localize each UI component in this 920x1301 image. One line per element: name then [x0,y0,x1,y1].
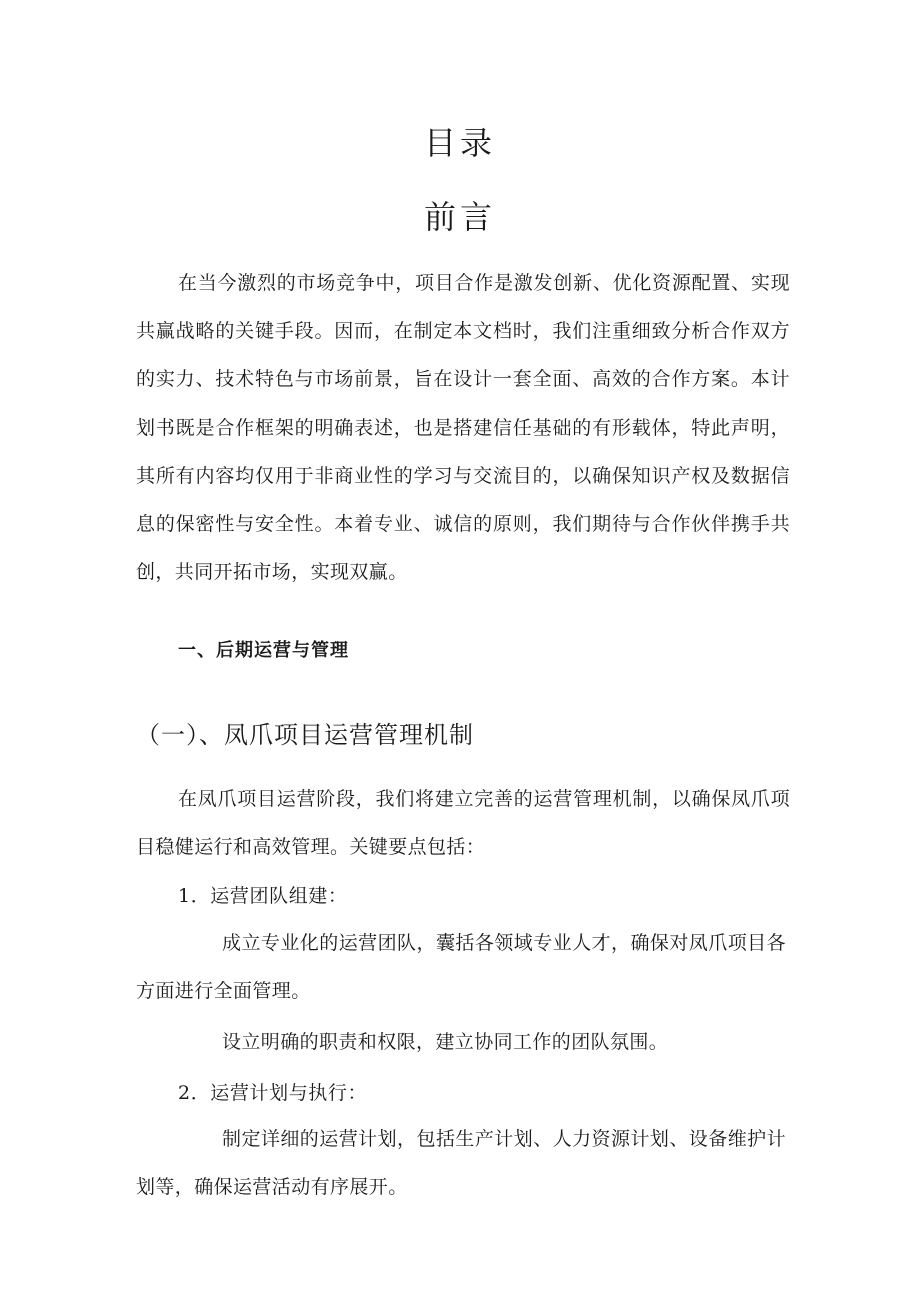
section-heading: 一、后期运营与管理 [178,640,349,661]
item-paragraph: 制定详细的运营计划，包括生产计划、人力资源计划、设备维护计划等，确保运营活动有序展开。 [136,1128,786,1199]
preface-paragraph: 在当今激烈的市场竞争中，项目合作是激发创新、优化资源配置、实现共赢战略的关键手段。因而，在制定本文档时，我们注重细致分析合作双方的实力、技术特色与市场前景，旨在设计一套全面、高效的合作方案。本计划书既是合作框架的明确表述，也是搭建信任基础的有形载体，特此声明，其所有内容均仅用于非商业性的学习与交流目的，以确保知识产权及数据信息的保密性与安全性。本着专业、诚信的原则，我们期待与合作伙伴携手共创，共同开拓市场，实现双赢。 [136,272,790,584]
item-paragraph: 设立明确的职责和权限，建立协同工作的团队氛围。 [222,1031,669,1053]
subsection-intro-paragraph: 在凤爪项目运营阶段，我们将建立完善的运营管理机制，以确保凤爪项目稳健运行和高效管理。关键要点包括： [136,788,790,859]
item-title-plan: 2．运营计划与执行： [178,1082,368,1104]
toc-title: 目录 [423,124,496,162]
item-paragraph: 成立专业化的运营团队，囊括各领域专业人才，确保对凤爪项目各方面进行全面管理。 [136,932,786,1003]
subsection-heading: （一）、凤爪项目运营管理机制 [136,721,474,749]
item-title-team: 1．运营团队组建： [178,885,348,907]
preface-title: 前言 [423,198,496,236]
